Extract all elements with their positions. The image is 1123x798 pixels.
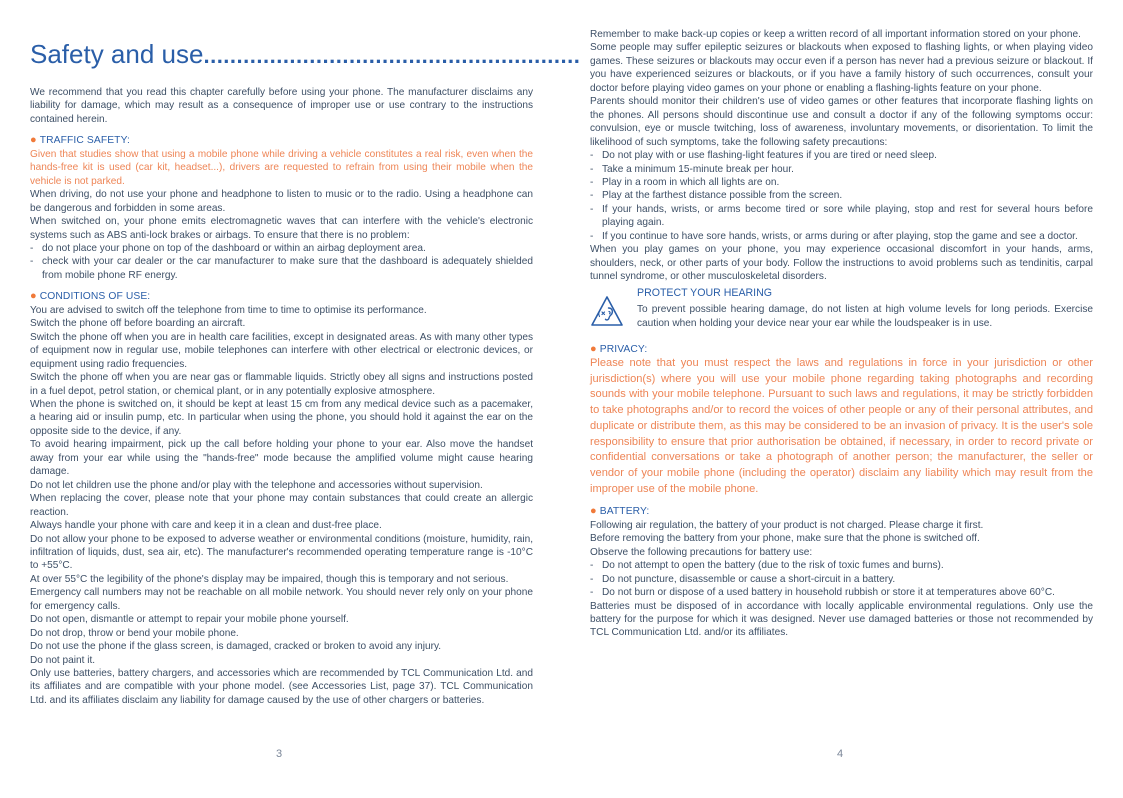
hearing-text: To prevent possible hearing damage, do not listen at high volume levels for long periods. Exercise caution when holding your device near your ear while the loudspeaker is in use.: [637, 304, 1093, 329]
conditions-paragraph: Only use batteries, battery chargers, and accessories which are recommended by TCL Communication Ltd. and its affiliates and are compatible with your phone model. (see Accessories List, page 37). TCL Communication Ltd. and its affiliates disclaim any liability for damage caused by the use of other chargers or batteries.: [30, 668, 533, 706]
precaution-list-item: - Play at the farthest distance possible from the screen.: [590, 189, 1093, 202]
battery-heading-text: BATTERY:: [599, 506, 650, 518]
conditions-heading: [30, 290, 533, 303]
bullet-icon: ●: [590, 342, 597, 355]
bullet-icon: ●: [30, 290, 37, 303]
conditions-paragraph: Do not use the phone if the glass screen, is damaged, cracked or broken to avoid any injury.: [30, 641, 442, 653]
conditions-paragraph: Do not drop, throw or bend your mobile phone.: [30, 627, 239, 639]
conditions-paragraph: To avoid hearing impairment, pick up the call before holding your phone to your ear. Also move the handset away from your ear while using the "hands-free" mode because the amplified volume might cause hearing damage.: [30, 439, 533, 478]
conditions-paragraph: Do not allow your phone to be exposed to adverse weather or environmental conditions (moisture, humidity, rain, infiltration of liquids, dust, sea air, etc). The manufacturer's recommended operating temperature range is -10°C to +55°C.: [30, 533, 533, 572]
page-number-right: 4: [837, 748, 844, 760]
discomfort-paragraph: When you play games on your phone, you may experience occasional discomfort in your hands, arms, shoulders, neck, or other parts of your body. Follow the instructions to avoid problems such as tendinitis, carpal tunnel syndrome, or other musculoskeletal disorders.: [590, 244, 1093, 283]
traffic-list-item: - do not place your phone on top of the dashboard or within an airbag deployment area.: [30, 242, 533, 255]
conditions-paragraph: When the phone is switched on, it should be kept at least 15 cm from any medical device such as a pacemaker, a hearing aid or insulin pump, etc. In particular when using the phone, you should hold it against the ear on the opposite side to the device, if any.: [30, 398, 533, 437]
conditions-paragraph: When replacing the cover, please note that your phone may contain substances that could create an allergic reaction.: [30, 493, 533, 518]
intro-paragraph: We recommend that you read this chapter carefully before using your phone. The manufacturer disclaims any liability for damage, which may result as a consequence of improper use or use contrary to the instructions contained herein.: [30, 87, 533, 125]
bullet-icon: ●: [590, 505, 597, 518]
traffic-safety-heading: [30, 134, 533, 147]
hearing-title: PROTECT YOUR HEARING: [637, 286, 772, 299]
bullet-icon: ●: [30, 134, 37, 147]
hearing-notice: [590, 287, 1093, 333]
battery-paragraph: Following air regulation, the battery of your product is not charged. Please charge it first.: [590, 519, 984, 531]
precaution-list-item: - Do not play with or use flashing-light features if you are tired or need sleep.: [590, 149, 1093, 162]
conditions-paragraph: Do not paint it.: [30, 654, 96, 666]
seizure-paragraph: Some people may suffer epileptic seizures or blackouts when exposed to flashing lights, or when playing video games. These seizures or blackouts may occur even if a person has never had a previous seizure or blackout. If you have experienced seizures or blackouts, or if you have a family history of such occurrences, consult your doctor before playing video games on your phone or enabling a flashing-lights feature on your phone.: [590, 42, 1093, 94]
precaution-list-item: - Play in a room in which all lights are on.: [590, 176, 1093, 189]
precaution-list-item: - If you continue to have sore hands, wrists, or arms during or after playing, stop the game and see a doctor.: [590, 230, 1093, 243]
conditions-paragraph: Emergency call numbers may not be reachable on all mobile network. You should never rely only on your phone for emergency calls.: [30, 587, 533, 612]
conditions-paragraph: Switch the phone off before boarding an aircraft.: [30, 318, 246, 330]
battery-list-item: - Do not attempt to open the battery (due to the risk of toxic fumes and burns).: [590, 559, 1093, 572]
page-title-text: Safety and use: [30, 39, 204, 69]
battery-paragraph: Before removing the battery from your phone, make sure that the phone is switched off.: [590, 533, 980, 545]
privacy-heading-text: PRIVACY:: [599, 343, 648, 355]
conditions-heading-text: CONDITIONS OF USE:: [39, 291, 151, 303]
traffic-list-item: - check with your car dealer or the car manufacturer to make sure that the dashboard is adequately shielded from mobile phone RF energy.: [30, 255, 533, 282]
conditions-paragraph: Always handle your phone with care and keep it in a clean and dust-free place.: [30, 520, 382, 532]
conditions-paragraph: Switch the phone off when you are in health care facilities, except in designated areas. As with many other types of equipment now in regular use, mobile telephones can interfere with other electrical or electronic devices, or equipment using radio frequencies.: [30, 331, 533, 370]
conditions-paragraph: At over 55°C the legibility of the phone's display may be impaired, though this is temporary and not serious.: [30, 573, 509, 585]
right-page: [590, 28, 1093, 640]
battery-list-item: - Do not puncture, disassemble or cause a short-circuit in a battery.: [590, 573, 1093, 586]
conditions-paragraph: You are advised to switch off the telephone from time to time to optimise its performance.: [30, 304, 427, 316]
page-number-left: 3: [276, 748, 283, 760]
precaution-list-item: - Take a minimum 15-minute break per hour.: [590, 163, 1093, 176]
battery-paragraph: Batteries must be disposed of in accordance with locally applicable environmental regulations. Only use the battery for the purpose for which it was designed. Never use damaged batteries or those not recommended by TCL Communication Ltd. and/or its affiliates.: [590, 600, 1093, 639]
battery-paragraph: Observe the following precautions for battery use:: [590, 546, 813, 558]
traffic-safety-heading-text: TRAFFIC SAFETY:: [39, 135, 130, 147]
page-title: [30, 38, 581, 72]
left-page: [30, 86, 533, 707]
privacy-heading: [590, 343, 1093, 356]
conditions-paragraph: Switch the phone off when you are near gas or flammable liquids. Strictly obey all signs and instructions posted in a fuel depot, petrol station, or chemical plant, or in any potentially explosive atmosphere.: [30, 372, 533, 397]
precaution-list-item: - If your hands, wrists, or arms become tired or sore while playing, stop and rest for several hours before playing again.: [590, 203, 1093, 230]
conditions-paragraph: Do not open, dismantle or attempt to repair your mobile phone yourself.: [30, 614, 349, 626]
title-leader-dots: .........................................................: [203, 43, 581, 68]
privacy-text: Please note that you must respect the laws and regulations in force in your jurisdiction or other jurisdiction(s) where you will use your mobile phone regarding taking photographs and recording sounds with your mobile telephone. Pursuant to such laws and regulations, it may be strictly forbidden to take photographs and/or to record the voices of other people or any of their personal attributes, and duplicate or distribute them, as this may be considered to be an invasion of privacy. It is the user's sole responsibility to ensure that prior authorisation be obtained, if necessary, in order to record private or confidential conversations or take a photograph of another person; the manufacturer, the seller or vendor of your mobile phone (including the operator) disclaim any liability which may result from the improper use of the mobile phone.: [590, 357, 1093, 495]
hearing-protection-icon: [590, 295, 624, 329]
traffic-paragraph: When driving, do not use your phone and headphone to listen to music or to the radio. Using a headphone can be dangerous and forbidden in some areas.: [30, 189, 533, 214]
backup-paragraph: Remember to make back-up copies or keep a written record of all important information stored on your phone.: [590, 29, 1081, 40]
conditions-paragraph: Do not let children use the phone and/or play with the telephone and accessories without supervision.: [30, 479, 483, 491]
battery-heading: [590, 505, 1093, 518]
traffic-paragraph: When switched on, your phone emits electromagnetic waves that can interfere with the vehicle's electronic systems such as ABS anti-lock brakes or airbags. To ensure that there is no problem:: [30, 216, 533, 241]
traffic-warning: Given that studies show that using a mobile phone while driving a vehicle constitutes a real risk, even when the hands-free kit is used (car kit, headset...), drivers are requested to refrain from using their mobile when the vehicle is not parked.: [30, 148, 533, 187]
parents-paragraph: Parents should monitor their children's use of video games or other features that incorporate flashing lights on the phones. All persons should discontinue use and consult a doctor if any of the following symptoms occur: convulsion, eye or muscle twitching, loss of awareness, involuntary movements, or disorientation. To limit the likelihood of such symptoms, take the following safety precautions:: [590, 96, 1093, 148]
battery-list-item: - Do not burn or dispose of a used battery in household rubbish or store it at temperatures above 60°C.: [590, 586, 1093, 599]
